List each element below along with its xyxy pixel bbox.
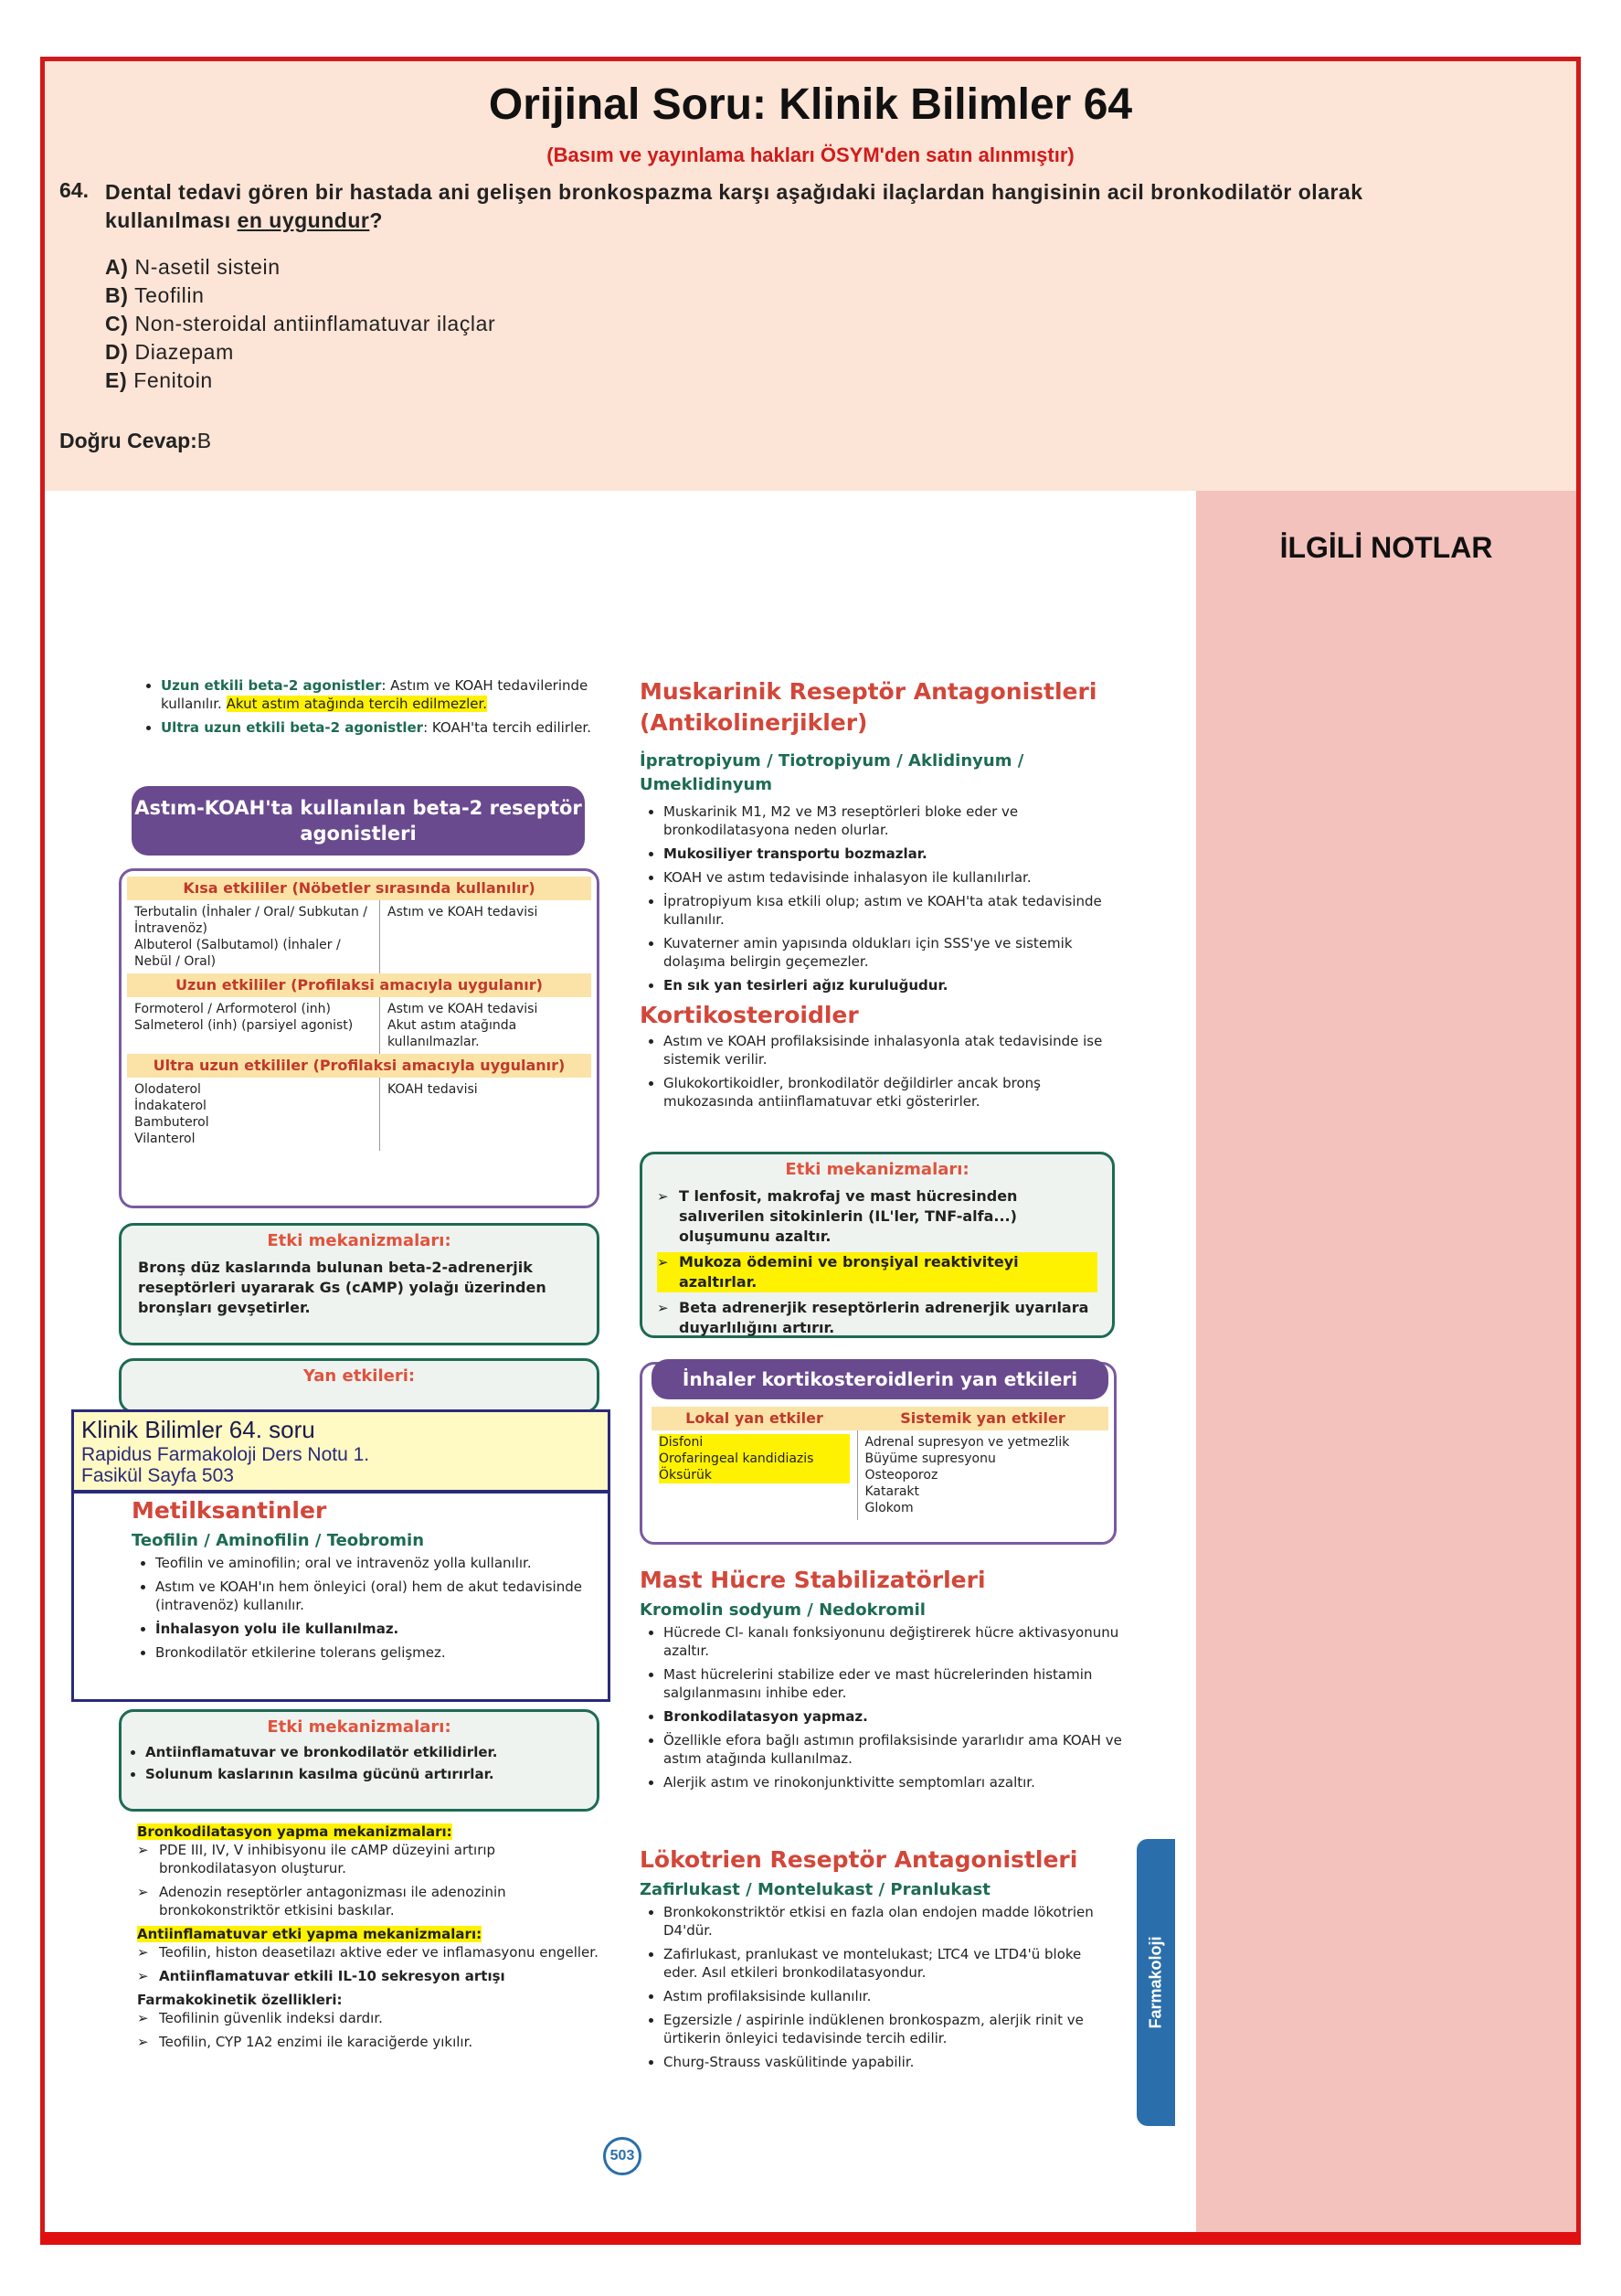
reference-line-1: Klinik Bilimler 64. soru xyxy=(81,1416,315,1443)
beta2-mechanism-box xyxy=(119,1223,599,1345)
list-item: • Astım ve KOAH profilaksisinde inhalasyonla atak tedavisinde ise sistemik verilir. xyxy=(663,1032,1124,1068)
copyright-note: (Basım ve yayınlama hakları ÖSYM'den satın alınmıştır) xyxy=(546,144,1075,166)
local-list: Disfoni Orofaringeal kandidiazis Öksürük xyxy=(652,1430,857,1520)
mechanism-header: Etki mekanizmaları: xyxy=(267,1231,451,1250)
beta2-table-box xyxy=(119,868,599,1208)
long-use: Astım ve KOAH tedavisi Akut astım atağında kullanılmazlar. xyxy=(387,1002,538,1049)
subject-side-tab: Farmakoloji xyxy=(1137,1839,1175,2126)
reference-line-3: Fasikül Sayfa 503 xyxy=(81,1465,234,1486)
methylxanthine-mechanism-box xyxy=(119,1709,599,1812)
list-item: • Solunum kaslarının kasılma gücünü artırırlar. xyxy=(145,1766,597,1782)
leukotriene-subtitle: Zafirlukast / Montelukast / Pranlukast xyxy=(640,1880,991,1899)
answer-options xyxy=(105,253,495,395)
option-c: C) Non-steroidal antiinflamatuvar ilaçlar xyxy=(105,312,496,335)
methylxanthine-details xyxy=(137,1823,603,2057)
option-b: B) Teofilin xyxy=(105,283,205,307)
list-item: • Astım ve KOAH'ın hem önleyici (oral) hem de akut tedavisinde (intravenöz) kullanılır. xyxy=(155,1578,598,1614)
list-item: • Glukokortikoidler, bronkodilatör değildirler ancak bronş mukozasında antiinflamatuvar etki gösterirler. xyxy=(663,1074,1124,1111)
side-effects-header: Yan etkileri: xyxy=(302,1366,416,1386)
list-item: • Astım profilaksisinde kullanılır. xyxy=(663,1987,1115,2005)
question-number: 64. xyxy=(59,178,89,202)
inhaled-steroid-banner: İnhaler kortikosteroidlerin yan etkileri xyxy=(652,1359,1108,1399)
list-item: • Churg-Strauss vaskülitinde yapabilir. xyxy=(663,2053,1115,2071)
side-effects-box xyxy=(119,1358,599,1413)
list-item: • Hücrede Cl- kanalı fonksiyonunu değiştirerek hücre aktivasyonunu azaltır. xyxy=(663,1623,1124,1660)
list-item: ➢ Mukoza ödemini ve bronşiyal reaktiviteyi azaltırlar. xyxy=(657,1252,1097,1292)
short-drugs: Terbutalin (İnhaler / Oral/ Subkutan / İntravenöz) Albuterol (Salbutamol) (İnhaler / Nebül / Oral) xyxy=(127,900,380,973)
reference-highlight-box xyxy=(71,1490,610,1702)
related-notes-panel xyxy=(1196,491,1576,2232)
list-item: ➢ PDE III, IV, V inhibisyonu ile cAMP düzeyini artırıp bronkodilatasyon oluşturur. xyxy=(137,1841,603,1877)
list-item: • İnhalasyon yolu ile kullanılmaz. xyxy=(155,1620,598,1638)
correct-answer: Doğru Cevap:B xyxy=(59,429,212,452)
source-reference xyxy=(71,1409,610,1493)
list-item: • Kuvaterner amin yapısında oldukları için SSS'ye ve sistemik dolaşıma belirgin geçemezler. xyxy=(663,934,1124,971)
list-item: • Mukosiliyer transportu bozmazlar. xyxy=(663,845,1124,863)
reference-line-2: Rapidus Farmakoloji Ders Notu 1. xyxy=(81,1444,370,1465)
muscarinic-section xyxy=(640,676,1124,1116)
inhaled-steroid-box xyxy=(640,1362,1117,1545)
list-item: • İpratropiyum kısa etkili olup; astım ve KOAH'ta atak tedavisinde kullanılır. xyxy=(663,892,1124,929)
ultra-use: KOAH tedavisi xyxy=(387,1082,478,1097)
muscarinic-title: Muskarinik Reseptör Antagonistleri (Antikolinerjikler) xyxy=(640,678,1097,736)
list-item: • Bronkodilatasyon yapmaz. xyxy=(663,1707,1124,1726)
leukotriene-section xyxy=(640,1846,1115,2077)
methylxanthines-title: Metilksantinler xyxy=(132,1497,327,1524)
list-item: ➢ Beta adrenerjik reseptörlerin adrenerjik uyarılara duyarlılığını artırır. xyxy=(657,1298,1097,1338)
mast-cell-title: Mast Hücre Stabilizatörleri xyxy=(640,1567,986,1593)
question-box xyxy=(45,61,1576,491)
list-item: ➢ Teofilinin güvenlik indeksi dardır. xyxy=(137,2009,603,2027)
pharmacokinetics-header: Farmakokinetik özellikleri: xyxy=(137,1992,343,2008)
list-item: • En sık yan tesirleri ağız kuruluğudur. xyxy=(663,976,1124,994)
ultra-drugs: Olodaterol İndakaterol Bambuterol Vilanterol xyxy=(127,1078,380,1151)
option-d: D) Diazepam xyxy=(105,340,234,364)
list-item: ➢ T lenfosit, makrofaj ve mast hücresinden salıverilen sitokinlerin (IL'ler, TNF-alfa...) oluşumunu azaltır. xyxy=(657,1186,1097,1247)
mechanism-header: Etki mekanizmaları: xyxy=(785,1160,969,1179)
list-item: • Uzun etkili beta-2 agonistler: Astım ve KOAH tedavilerinde kullanılır. Akut astım atağında tercih edilmezler. xyxy=(161,676,621,713)
corticosteroids-title: Kortikosteroidler xyxy=(640,1002,859,1028)
short-use: Astım ve KOAH tedavisi xyxy=(387,905,538,919)
list-item: ➢ Adenozin reseptörler antagonizması ile adenozinin bronkokonstriktör etkisini baskılar. xyxy=(137,1883,603,1919)
list-item: • Bronkokonstriktör etkisi en fazla olan endojen madde lökotrien D4'dür. xyxy=(663,1903,1115,1940)
ultra-long-header: Ultra uzun etkililer (Profilaksi amacıyla uygulanır) xyxy=(127,1054,591,1078)
long-drugs: Formoterol / Arformoterol (inh) Salmeterol (inh) (parsiyel agonist) xyxy=(127,997,380,1054)
bottom-rule xyxy=(40,2232,1581,2245)
list-item: • Teofilin ve aminofilin; oral ve intravenöz yolla kullanılır. xyxy=(155,1554,598,1572)
list-item: • Bronkodilatör etkilerine tolerans gelişmez. xyxy=(155,1643,598,1662)
muscarinic-subtitle: İpratropiyum / Tiotropiyum / Aklidinyum / Umeklidinyum xyxy=(640,751,1024,794)
list-item: • Muskarinik M1, M2 ve M3 reseptörleri bloke eder ve bronkodilatasyona neden olurlar. xyxy=(663,803,1124,839)
related-notes-title: İLGİLİ NOTLAR xyxy=(1279,531,1493,564)
emphasis-underline: en uygundur xyxy=(237,208,370,232)
list-item: • Ultra uzun etkili beta-2 agonistler: KOAH'ta tercih edilirler. xyxy=(161,718,621,737)
beta2-table xyxy=(127,877,591,1151)
local-header: Lokal yan etkiler xyxy=(652,1407,857,1430)
list-item: • KOAH ve astım tedavisinde inhalasyon ile kullanılırlar. xyxy=(663,868,1124,887)
corticosteroid-mechanism-box xyxy=(640,1152,1115,1338)
question-text: Dental tedavi gören bir hastada ani gelişen bronkospazma karşı aşağıdaki ilaçlardan hangisinin acil bronkodilatör olarak kullanılması en uygundur? xyxy=(105,180,1363,232)
mast-cell-subtitle: Kromolin sodyum / Nedokromil xyxy=(640,1600,926,1620)
page-number: 503 xyxy=(603,2137,641,2175)
antiinflammatory-header: Antiinflamatuvar etki yapma mekanizmaları: xyxy=(137,1926,482,1942)
inhaled-steroid-table xyxy=(652,1407,1108,1520)
systemic-list: Adrenal supresyon ve yetmezlik Büyüme supresyonu Osteoporoz Katarakt Glokom xyxy=(864,1435,1070,1515)
question-title: Orijinal Soru: Klinik Bilimler 64 xyxy=(488,80,1133,129)
bronchodilation-header: Bronkodilatasyon yapma mekanizmaları: xyxy=(137,1823,452,1840)
list-item: ➢ Teofilin, histon deasetilazı aktive eder ve inflamasyonu engeller. xyxy=(137,1943,603,1961)
option-a: A) N-asetil sistein xyxy=(105,255,281,279)
methylxanthines-subtitle: Teofilin / Aminofilin / Teobromin xyxy=(132,1531,425,1550)
short-acting-header: Kısa etkililer (Nöbetler sırasında kullanılır) xyxy=(127,877,591,900)
list-item: • Antiinflamatuvar ve bronkodilatör etkilidirler. xyxy=(145,1744,597,1760)
list-item: ➢ Antiinflamatuvar etkili IL-10 sekresyon artışı xyxy=(137,1967,603,1985)
mechanism-text: Bronş düz kaslarında bulunan beta-2-adrenerjik reseptörleri uyararak Gs (cAMP) yolağı üzerinden bronşları gevşetirler. xyxy=(138,1259,546,1316)
list-item: • Mast hücrelerini stabilize eder ve mast hücrelerinden histamin salgılanmasını inhibe eder. xyxy=(663,1665,1124,1702)
leukotriene-title: Lökotrien Reseptör Antagonistleri xyxy=(640,1846,1078,1873)
long-acting-header: Uzun etkililer (Profilaksi amacıyla uygulanır) xyxy=(127,973,591,997)
mast-cell-section xyxy=(640,1567,1124,1797)
list-item: • Egzersizle / aspirinle indüklenen bronkospazm, alerjik rinit ve ürtikerin önleyici tedavisinde tercih edilir. xyxy=(663,2011,1115,2047)
list-item: • Zafirlukast, pranlukast ve montelukast; LTC4 ve LTD4'ü bloke eder. Asıl etkileri bronkodilatasyondur. xyxy=(663,1945,1115,1982)
beta2-intro-list xyxy=(137,676,621,742)
systemic-header: Sistemik yan etkiler xyxy=(857,1407,1108,1430)
list-item: ➢ Teofilin, CYP 1A2 enzimi ile karaciğerde yıkılır. xyxy=(137,2033,603,2051)
list-item: • Özellikle efora bağlı astımın profilaksisinde yararlıdır ama KOAH ve astım atağında kullanılmaz. xyxy=(663,1731,1124,1768)
option-e: E) Fenitoin xyxy=(105,368,213,392)
beta2-banner: Astım-KOAH'ta kullanılan beta-2 reseptör agonistleri xyxy=(132,786,585,856)
list-item: • Alerjik astım ve rinokonjunktivitte semptomları azaltır. xyxy=(663,1773,1124,1791)
mechanism-header: Etki mekanizmaları: xyxy=(267,1717,451,1737)
